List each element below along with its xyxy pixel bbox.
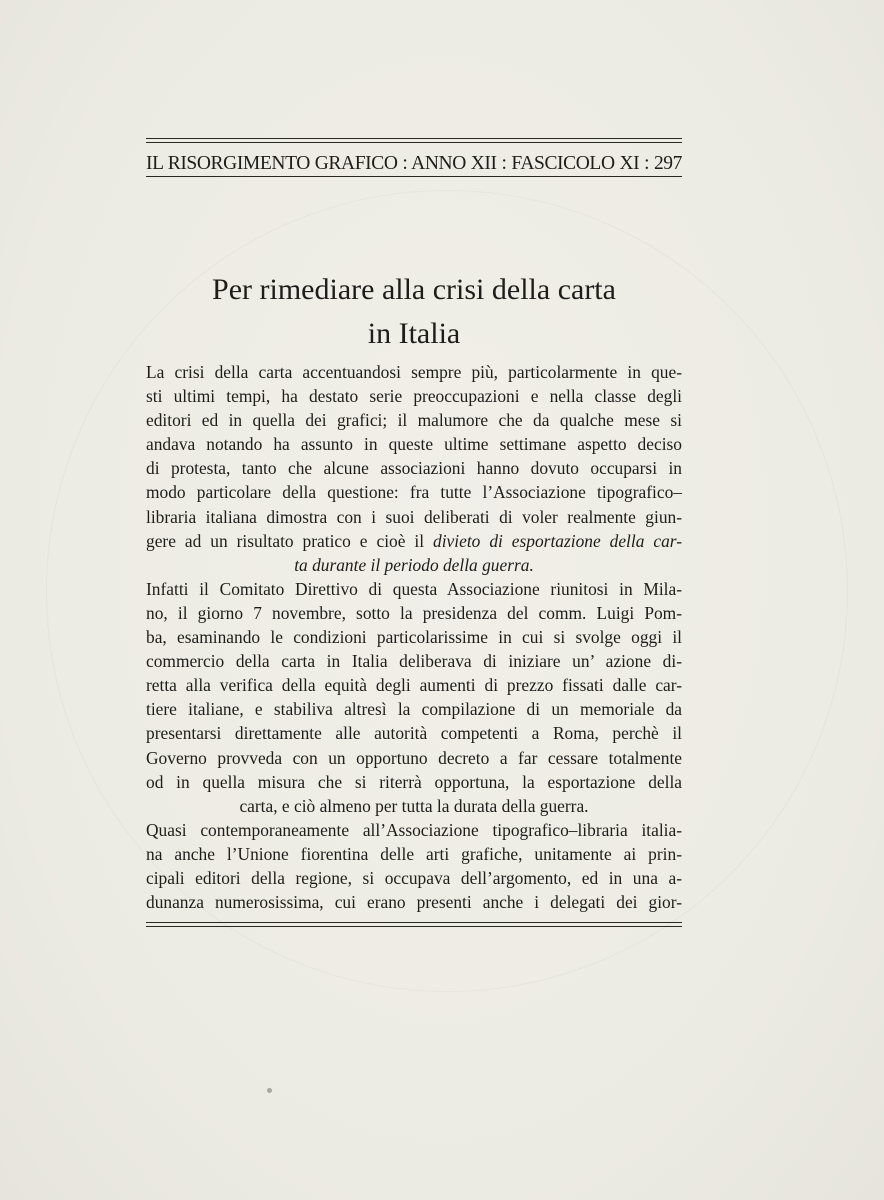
text-line-with-italic (146, 529, 682, 553)
text-line: presentarsi direttamente alle autorità competenti a Roma, perchè il (146, 723, 682, 744)
italic-line (146, 553, 682, 577)
title-line-1: Per rimediare alla crisi della carta (212, 273, 616, 307)
rule-line (146, 926, 682, 927)
article-title (146, 268, 682, 356)
text-line: Quasi contemporaneamente all’Associazione tipografico–libraria italia- (146, 819, 682, 840)
text-segment: gere ad un risultato pratico e cioè il (146, 530, 434, 551)
text-line: La crisi della carta accentuandosi sempre più, particolarmente in que- (146, 362, 682, 382)
text-line: sti ultimi tempi, ha destato serie preoccupazioni e nella classe degli (146, 386, 682, 407)
title-line-2: in Italia (367, 317, 461, 351)
italic-phrase: divieto di esportazione della car- (433, 530, 682, 551)
text-line: od in quella misura che si riterrà opportuna, la esportazione della (146, 771, 682, 792)
text-line: tiere italiane, e stabiliva altresì la compilazione di un memoriale da (146, 699, 682, 720)
text-line: andava notando ha assunto in queste ultime settimane aspetto deciso (146, 434, 682, 455)
rule-line (146, 922, 682, 923)
text-line: no, il giorno 7 novembre, sotto la presidenza del comm. Luigi Pom- (146, 602, 682, 623)
header-underline (146, 176, 682, 177)
text-line: di protesta, tanto che alcune associazioni hanno dovuto occuparsi in (146, 458, 682, 479)
text-line: carta, e ciò almeno per tutta la durata della guerra. (239, 795, 589, 816)
text-line: ba, esaminando le condizioni particolarissime in cui si svolge oggi il (146, 627, 682, 648)
text-line: modo particolare della questione: fra tutte l’Associazione tipografico– (146, 482, 682, 503)
text-line: retta alla verifica della equità degli aumenti di prezzo fissati dalle car- (146, 675, 682, 696)
text-line: Governo provveda con un opportuno decreto a far cessare totalmente (146, 747, 682, 768)
text-line: Infatti il Comitato Direttivo di questa Associazione riunitosi in Mila- (146, 578, 682, 599)
text-line: editori ed in quella dei grafici; il malumore che da qualche mese si (146, 410, 682, 431)
text-line: dunanza numerosissima, cui erano presenti anche i delegati dei gior- (146, 892, 682, 913)
text-line: na anche l’Unione fiorentina delle arti grafiche, unitamente ai prin- (146, 843, 682, 864)
rule-line (146, 138, 682, 139)
article-body (146, 360, 682, 914)
text-line: libraria italiana dimostra con i suoi deliberati di voler realmente giun- (146, 506, 682, 527)
italic-phrase: ta durante il periodo della guerra. (294, 554, 534, 575)
top-double-rule (146, 138, 682, 146)
bottom-double-rule (146, 922, 682, 930)
text-line: commercio della carta in Italia deliberava di iniziare un’ azione di- (146, 651, 682, 672)
paper-speck (267, 1088, 272, 1093)
running-head: IL RISORGIMENTO GRAFICO : ANNO XII : FASCICOLO XI : 297 (146, 153, 682, 174)
text-line: cipali editori della regione, si occupava dell’argomento, ed in una a- (146, 867, 682, 888)
rule-line (146, 142, 682, 143)
